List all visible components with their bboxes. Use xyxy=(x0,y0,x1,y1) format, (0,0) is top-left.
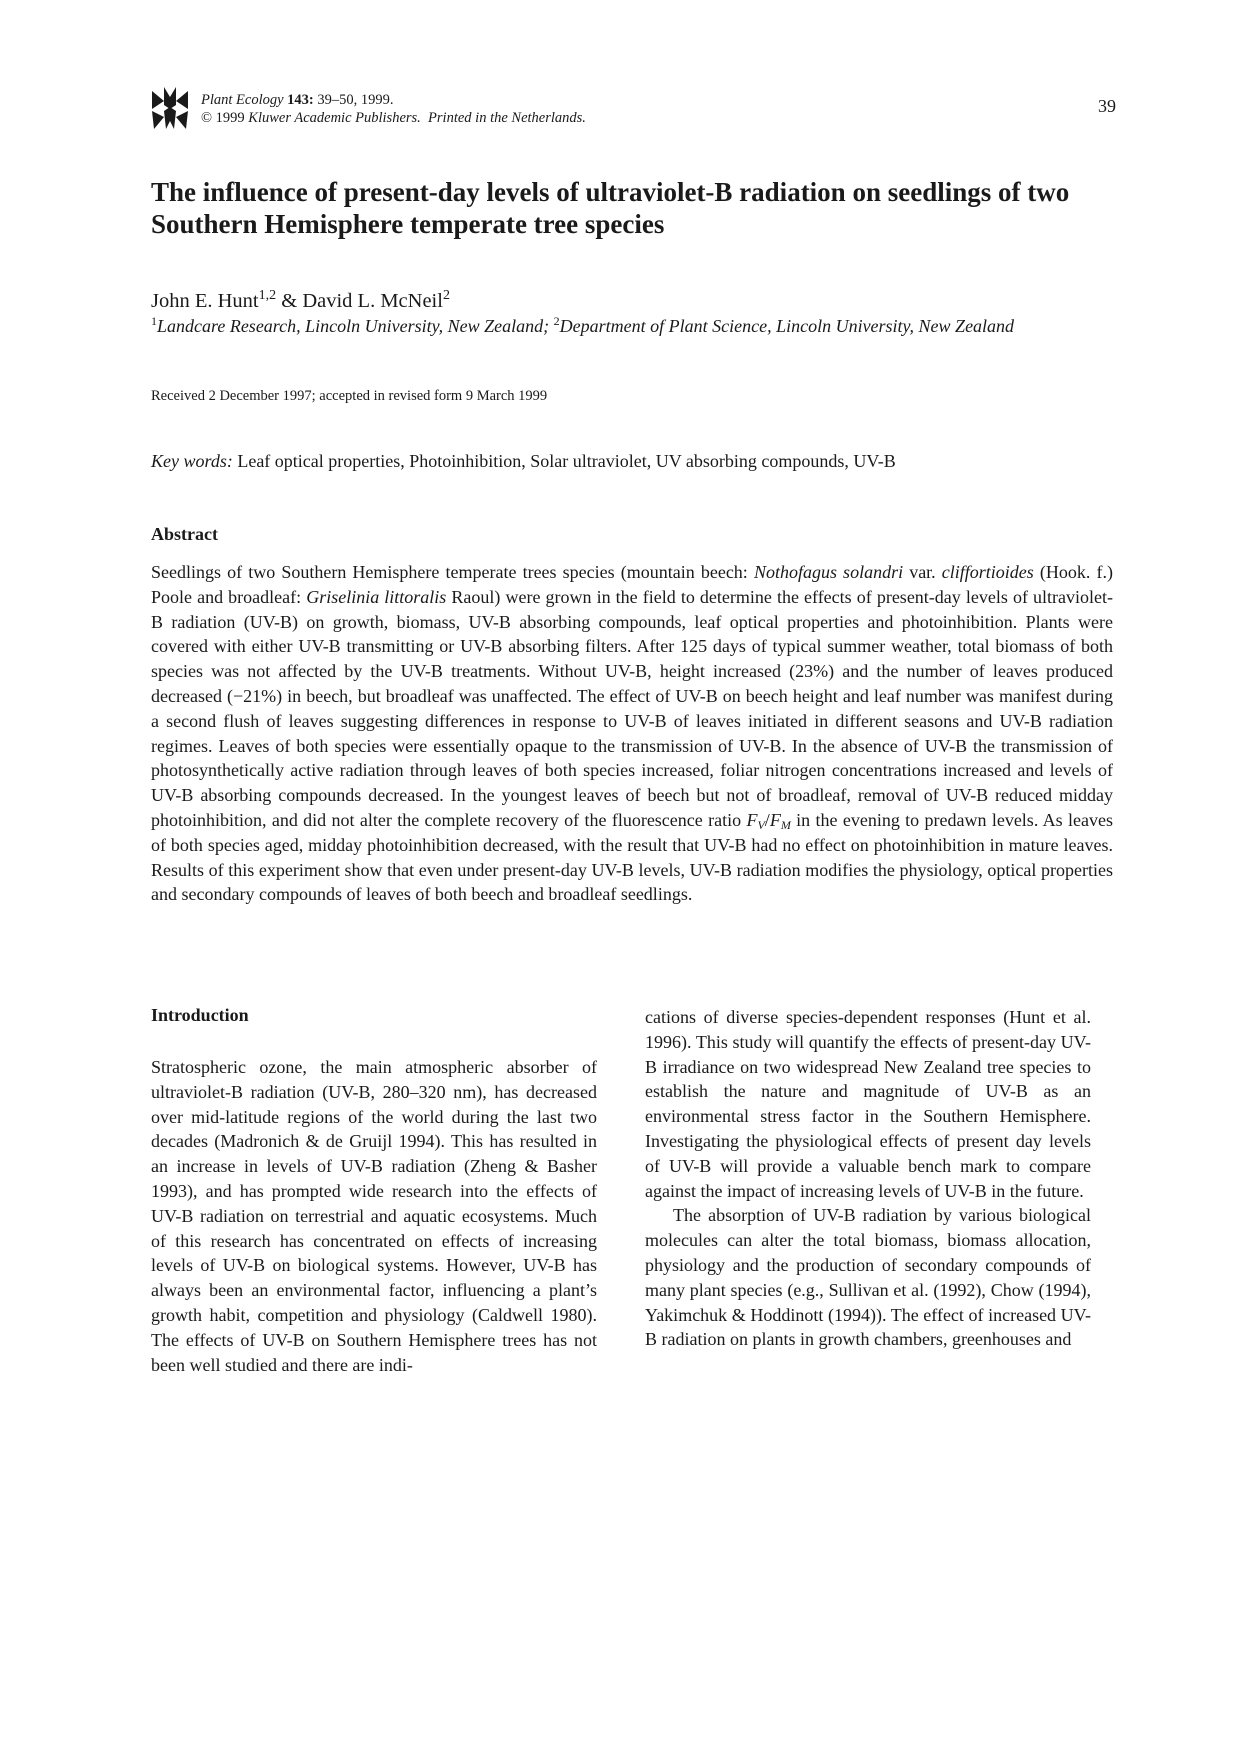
introduction-left-column: Stratospheric ozone, the main atmospheric absorber of ultraviolet-B radiation (UV-B, 280–320 nm), has decreased over mid-latitude regions of the world during the last two decades (Madronich & de Gruijl 1994). This has resulted in an increase in levels of UV-B radiation (Zheng & Basher 1993), and has prompted wide research into the effects of UV-B radiation on terrestrial and aquatic ecosystems. Much of this research has concentrated on effects of increasing levels of UV-B on biological systems. However, UV-B has always been an environmental factor, influencing a plant’s growth habit, competition and physiology (Caldwell 1980). The effects of UV-B on Southern Hemisphere trees has not been well studied and there are indi- xyxy=(151,1057,597,1375)
abstract-text xyxy=(151,560,1113,907)
author-2: David L. McNeil xyxy=(302,290,443,312)
author-2-affil: 2 xyxy=(442,288,450,303)
formula-fm: F xyxy=(769,809,781,830)
abstract-part: Seedlings of two Southern Hemisphere temperate trees species (mountain beech: xyxy=(151,562,754,582)
author-separator: & xyxy=(276,290,303,312)
species-name: Griselinia littoralis xyxy=(306,586,447,607)
affil-1-marker: 1 xyxy=(151,314,157,328)
keywords xyxy=(151,449,1111,473)
journal-volume: 143: xyxy=(287,92,314,108)
abstract-heading: Abstract xyxy=(151,524,218,544)
affiliations xyxy=(151,314,1111,338)
copyright: © 1999 xyxy=(201,110,249,126)
printed-in: Printed in the Netherlands. xyxy=(420,110,586,126)
formula-fv: F xyxy=(746,809,758,830)
affil-2: Department of Plant Science, Lincoln University, New Zealand xyxy=(559,316,1015,336)
formula-slash: / xyxy=(764,809,770,830)
introduction-heading: Introduction xyxy=(151,1005,249,1025)
author-1: John E. Hunt xyxy=(151,290,259,312)
affil-1: Landcare Research, Lincoln University, New Zealand; xyxy=(157,316,554,336)
abstract-part: var. xyxy=(903,562,942,582)
intro-paragraph: The absorption of UV-B radiation by various biological molecules can alter the total biomass, biomass allocation, physiology and the production of secondary compounds of many plant species (e.g., Sullivan et al. (1992), Chow (1994), Yakimchuk & Hoddinott (1994)). The effect of increased UV-B radiation on plants in growth chambers, greenhouses and xyxy=(645,1205,1091,1350)
journal-line-1 xyxy=(201,91,586,109)
intro-paragraph: cations of diverse species-dependent responses (Hunt et al. 1996). This study will quantify the effects of present-day UV-B irradiance on two widespread New Zealand tree species to establish the nature and magnitude of UV-B as an environmental stress factor in the Southern Hemisphere. Investigating the physiological effects of present day levels of UV-B will provide a valuable bench mark to compare against the impact of increasing levels of UV-B in the future. xyxy=(645,1007,1091,1201)
abstract-part: Raoul) were grown in the field to determine the effects of present-day levels of ultraviolet-B radiation (UV-B) on growth, biomass, UV-B absorbing compounds, leaf optical properties and photoinhibition. Plants were covered with either UV-B transmitting or UV-B absorbing filters. After 125 days of typical summer weather, total biomass of both species was not affected by the UV-B treatments. Without UV-B, height increased (23%) and the number of leaves produced decreased (−21%) in beech, but broadleaf was unaffected. The effect of UV-B on beech height and leaf number was manifest during a second flush of leaves suggesting differences in response to UV-B of leaves initiated in different seasons and UV-B radiation regimes. Leaves of both species were essentially opaque to the transmission of UV-B. In the absence of UV-B the transmission of photosynthetically active radiation through leaves of both species increased, foliar nitrogen concentrations increased and levels of UV-B absorbing compounds decreased. In the youngest leaves of beech but not of broadleaf, removal of UV-B reduced midday photoinhibition, and did not alter the complete recovery of the fluorescence ratio xyxy=(151,586,1113,830)
formula-fv-sub: V xyxy=(757,817,765,832)
variety-name: cliffortioides xyxy=(941,562,1034,582)
author-1-affil: 1,2 xyxy=(258,288,277,303)
introduction-right-column xyxy=(645,1005,1091,1352)
species-name: Nothofagus solandri xyxy=(753,562,904,582)
formula-fm-sub: M xyxy=(780,817,791,832)
keywords-text: Leaf optical properties, Photoinhibition, Solar ultraviolet, UV absorbing compounds, UV-B xyxy=(232,451,896,471)
article-title: The influence of present-day levels of ultraviolet-B radiation on seedlings of two Southern Hemisphere temperate tree species xyxy=(151,177,1070,239)
journal-name: Plant Ecology xyxy=(201,92,284,108)
page-number: 39 xyxy=(1098,96,1116,116)
received-date: Received 2 December 1997; accepted in revised form 9 March 1999 xyxy=(151,388,548,404)
abstract-part: (Hook. f.) Poole and broadleaf: xyxy=(151,562,1113,607)
authors xyxy=(151,288,450,314)
keywords-label: Key words: xyxy=(151,451,233,471)
publisher-logo-icon xyxy=(150,85,190,131)
affil-2-marker: 2 xyxy=(553,314,560,328)
journal-line-2 xyxy=(201,109,586,127)
publisher: Kluwer Academic Publishers. xyxy=(248,110,421,126)
journal-citation xyxy=(201,91,586,127)
journal-pages: 39–50, 1999. xyxy=(313,92,394,108)
abstract-part: in the evening to predawn levels. As leaves of both species aged, midday photoinhibition decreased, with the result that UV-B had no effect on photoinhibition in mature leaves. Results of this experiment show that even under present-day UV-B levels, UV-B radiation modifies the physiology, optical properties and secondary compounds of leaves of both beech and broadleaf seedlings. xyxy=(151,809,1113,905)
